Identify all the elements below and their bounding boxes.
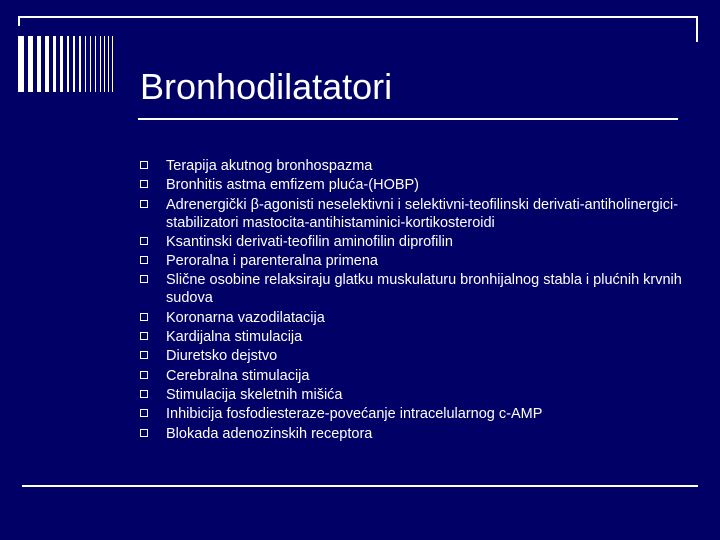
bullet-item [138,386,698,404]
bullet-item [138,328,698,346]
hollow-square-icon [140,180,148,188]
decorative-stripes [18,12,138,98]
hollow-square-icon [140,161,148,169]
slide-title: Bronhodilatatori [140,66,393,107]
bullet-text: Blokada adenozinskih receptora [166,425,373,442]
bullet-item [138,347,698,365]
hollow-square-icon [140,200,148,208]
hollow-square-icon [140,332,148,340]
hollow-square-icon [140,275,148,283]
decorative-right-line [696,16,698,42]
bullet-text: Koronarna vazodilatacija [166,309,325,326]
bullet-item [138,367,698,385]
bullet-item [138,252,698,270]
hollow-square-icon [140,409,148,417]
bullet-text: Cerebralna stimulacija [166,367,310,384]
bullet-text: Peroralna i parenteralna primena [166,253,378,270]
hollow-square-icon [140,429,148,437]
bullet-item [138,425,698,443]
bullet-text: Stimulacija skeletnih mišića [166,386,343,403]
hollow-square-icon [140,351,148,359]
hollow-square-icon [140,256,148,264]
title-underline [138,118,678,120]
bullet-text: Ksantinski derivati-teofilin aminofilin diprofilin [166,233,453,250]
hollow-square-icon [140,371,148,379]
bullet-text: Terapija akutnog bronhospazma [166,158,373,174]
hollow-square-icon [140,237,148,245]
hollow-square-icon [140,313,148,321]
bullet-item [138,157,698,175]
bullet-text: Inhibicija fosfodiesteraze-povećanje intracelularnog c-AMP [166,406,543,423]
bullet-text: Kardijalna stimulacija [166,329,303,346]
bullet-item [138,405,698,423]
bullet-list [138,157,698,444]
bullet-text: Adrenergički β-agonisti neselektivni i selektivni-teofilinski derivati-antiholinergici-stabilizatori mastocita-antihistaminici-kortikosteroidi [166,196,679,231]
bullet-text: Bronhitis astma emfizem pluća-(HOBP) [166,177,420,194]
bullet-item [138,196,698,232]
bullet-text: Diuretsko dejstvo [166,348,278,365]
bullet-item [138,233,698,251]
bullet-text: Slične osobine relaksiraju glatku muskulaturu bronhijalnog stabla i plućnih krvnih sudova [166,272,682,307]
hollow-square-icon [140,390,148,398]
bullet-item [138,309,698,327]
bullet-item [138,271,698,307]
bullet-item [138,176,698,194]
decorative-bottom-line [22,485,698,487]
